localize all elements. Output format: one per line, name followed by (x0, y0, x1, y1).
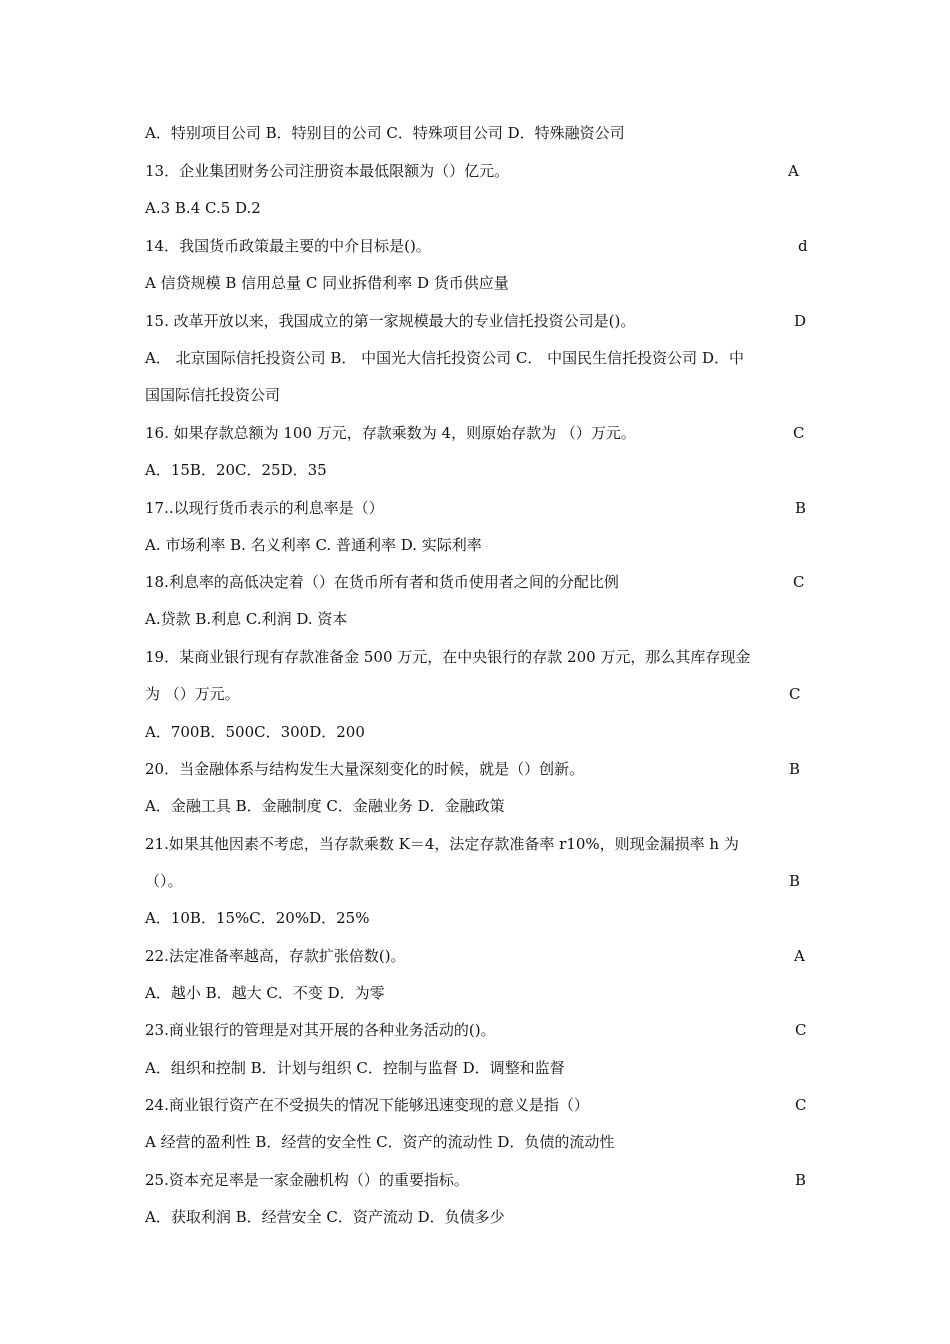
question-22: 22.法定准备率越高，存款扩张倍数()。 (145, 947, 406, 965)
answer-25: B (795, 1171, 807, 1189)
answer-20: B (789, 760, 801, 778)
options-17: A. 市场利率 B. 名义利率 C. 普通利率 D. 实际利率 (145, 536, 482, 554)
question-13: 13．企业集团财务公司注册资本最低限额为（）亿元。 (145, 162, 510, 180)
options-24: A 经营的盈利性 B．经营的安全性 C．资产的流动性 D．负债的流动性 (145, 1133, 615, 1151)
question-23: 23.商业银行的管理是对其开展的各种业务活动的()。 (145, 1021, 496, 1039)
options-18: A.贷款 B.利息 C.利润 D. 资本 (145, 610, 348, 628)
options-13: A.3 B.4 C.5 D.2 (145, 199, 261, 217)
options-15-line-1: A． 北京国际信托投资公司 B． 中国光大信托投资公司 C． 中国民生信托投资公司 D．中 (145, 349, 744, 367)
answer-22: A (794, 947, 805, 965)
options-21: A．10B．15%C．20%D．25% (145, 909, 370, 927)
options-20: A．金融工具 B．金融制度 C．金融业务 D．金融政策 (145, 797, 505, 815)
answer-16: C (793, 424, 805, 442)
options-23: A．组织和控制 B．计划与组织 C．控制与监督 D．调整和监督 (145, 1059, 565, 1077)
answer-18: C (793, 573, 805, 591)
question-25: 25.资本充足率是一家金融机构（）的重要指标。 (145, 1171, 469, 1189)
question-19-line-2: 为 （）万元。 (145, 685, 240, 703)
answer-13: A (788, 162, 799, 180)
options-14: A 信贷规模 B 信用总量 C 同业拆借利率 D 货币供应量 (145, 274, 509, 292)
question-21-line-2: （）。 (145, 872, 183, 890)
question-16: 16. 如果存款总额为 100 万元，存款乘数为 4，则原始存款为 （）万元。 (145, 424, 636, 442)
question-15: 15. 改革开放以来，我国成立的第一家规模最大的专业信托投资公司是()。 (145, 312, 636, 330)
question-19-line-1: 19．某商业银行现有存款准备金 500 万元，在中央银行的存款 200 万元，那么其库存现金 (145, 648, 751, 666)
answer-21: B (789, 872, 801, 890)
options-25: A．获取利润 B．经营安全 C．资产流动 D．负债多少 (145, 1208, 505, 1226)
question-14: 14．我国货币政策最主要的中介目标是()。 (145, 237, 431, 255)
options-16: A．15B．20C．25D．35 (145, 461, 327, 479)
question-24: 24.商业银行资产在不受损失的情况下能够迅速变现的意义是指（） (145, 1096, 589, 1114)
answer-17: B (795, 499, 807, 517)
question-17: 17..以现行货币表示的利息率是（） (145, 499, 384, 517)
question-21-line-1: 21.如果其他因素不考虑，当存款乘数 K＝4，法定存款准备率 r10%，则现金漏损率 h 为 (145, 835, 739, 853)
question-18: 18.利息率的高低决定着（）在货币所有者和货币使用者之间的分配比例 (145, 573, 619, 591)
answer-15: D (794, 312, 807, 330)
answer-23: C (795, 1021, 807, 1039)
options-12: A．特别项目公司 B．特别目的公司 C．特殊项目公司 D．特殊融资公司 (145, 124, 625, 142)
options-22: A．越小 B．越大 C．不变 D．为零 (145, 984, 385, 1002)
options-15-line-2: 国国际信托投资公司 (145, 386, 281, 404)
answer-24: C (795, 1096, 807, 1114)
answer-14: d (798, 237, 808, 255)
answer-19: C (789, 685, 801, 703)
options-19: A．700B．500C．300D．200 (145, 723, 365, 741)
question-20: 20．当金融体系与结构发生大量深刻变化的时候，就是（）创新。 (145, 760, 585, 778)
